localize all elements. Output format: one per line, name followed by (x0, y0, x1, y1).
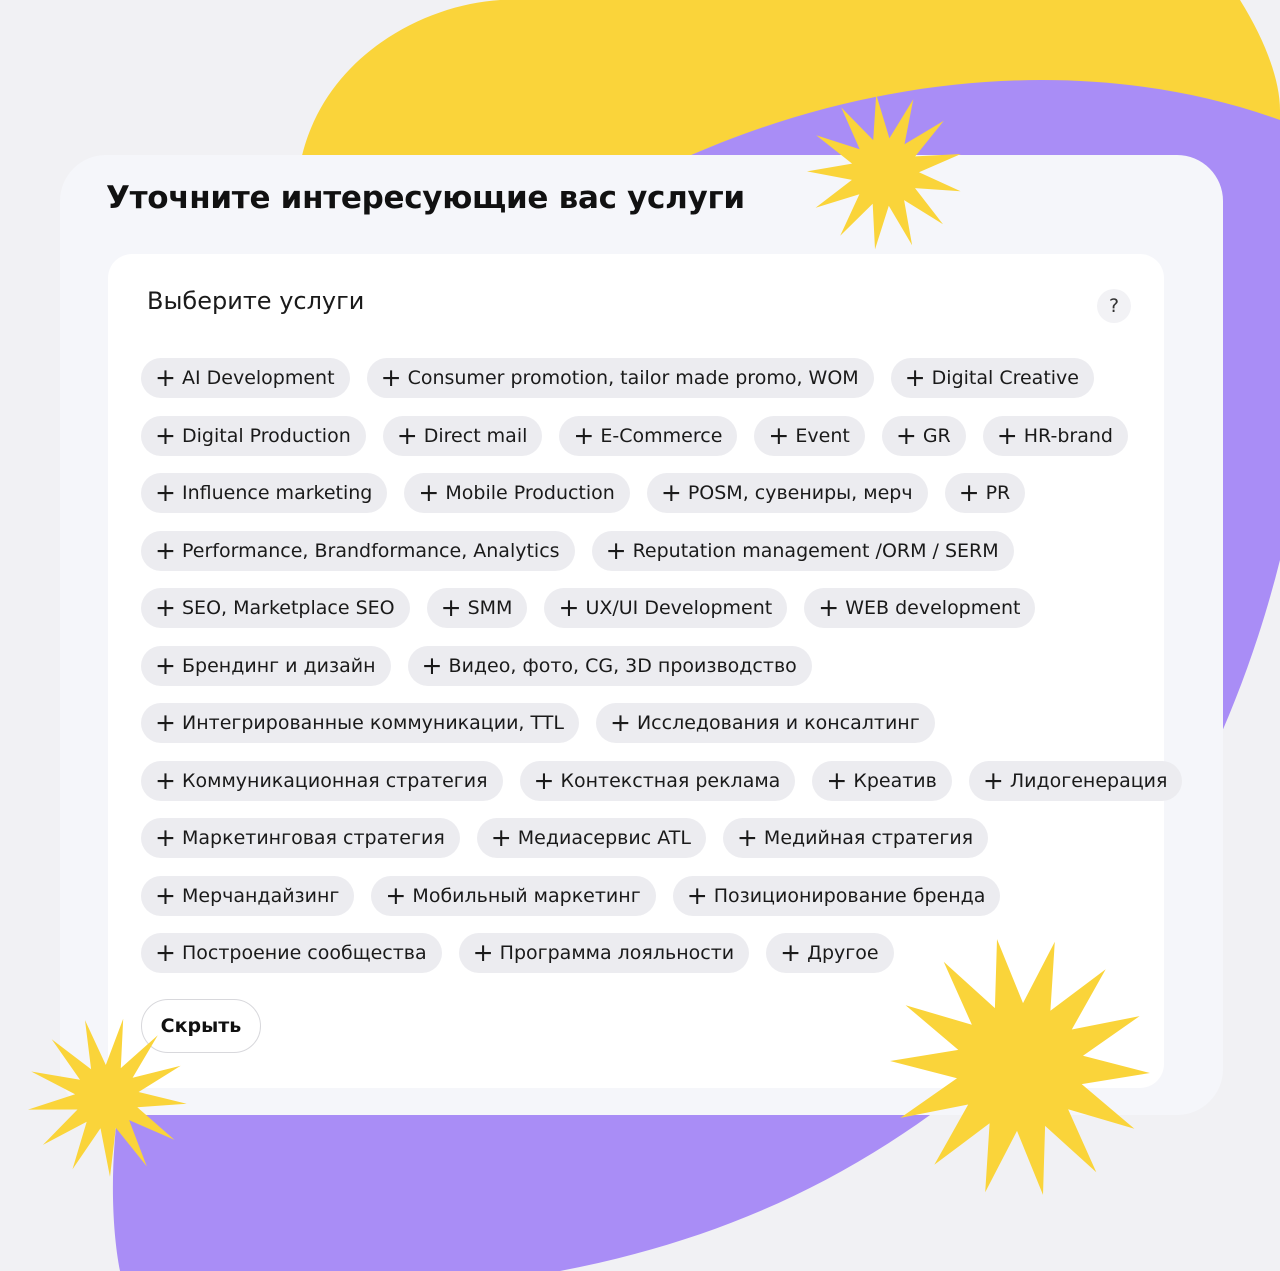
service-chip-label: Креатив (853, 769, 937, 792)
plus-icon: + (780, 938, 802, 967)
plus-icon: + (686, 880, 708, 910)
service-chip[interactable] (945, 473, 1026, 513)
chip-row (141, 703, 1141, 743)
service-chip-label: Consumer promotion, tailor made promo, WOM (407, 367, 859, 389)
page-title: Уточните интересующие вас услуги (106, 180, 745, 216)
plus-icon: + (609, 708, 631, 737)
service-chip[interactable] (367, 358, 874, 398)
service-chip-label: Медиасервис ATL (517, 827, 691, 849)
service-chip[interactable] (592, 531, 1014, 571)
starburst-icon (20, 1015, 195, 1180)
starburst-shape (890, 939, 1150, 1195)
service-chip[interactable] (141, 876, 354, 916)
plus-icon: + (573, 420, 595, 450)
service-chip[interactable] (141, 473, 387, 513)
starburst-shape (807, 95, 961, 250)
plus-icon: + (660, 478, 682, 507)
plus-icon: + (155, 363, 176, 392)
service-chip-label: Performance, Brandformance, Analytics (182, 539, 560, 562)
chip-row (141, 416, 1141, 456)
plus-icon: + (396, 420, 418, 450)
service-chip-label: WEB development (845, 597, 1021, 619)
plus-icon: + (155, 880, 176, 910)
plus-icon: + (958, 478, 980, 507)
service-chip-label: Mobile Production (445, 482, 615, 504)
starburst-shape (28, 1019, 187, 1177)
service-chip[interactable] (804, 588, 1035, 628)
service-chip-label: AI Development (182, 367, 335, 389)
service-chip[interactable] (969, 761, 1183, 801)
starburst-icon (800, 92, 970, 252)
plus-icon: + (155, 708, 176, 737)
service-chip[interactable] (891, 358, 1094, 398)
service-chip[interactable] (983, 416, 1128, 456)
service-chip[interactable] (754, 416, 864, 456)
service-chip-label: Интегрированные коммуникации, TTL (182, 712, 564, 734)
chip-row (141, 473, 1141, 513)
service-chip[interactable] (673, 876, 1001, 916)
service-chip-label: Digital Creative (931, 367, 1079, 389)
service-chip-label: Influence marketing (182, 482, 373, 504)
service-chip[interactable] (544, 588, 787, 628)
service-chip-label: Другое (807, 942, 879, 964)
service-chip-label: Event (795, 424, 850, 447)
service-chip[interactable] (141, 703, 579, 743)
starburst-icon (880, 935, 1160, 1200)
plus-icon: + (736, 823, 758, 852)
service-chip[interactable] (141, 358, 350, 398)
chip-row (141, 876, 1141, 916)
service-chip-label: Мерчандайзинг (182, 884, 340, 907)
service-chip[interactable] (141, 646, 391, 686)
plus-icon: + (440, 593, 462, 622)
plus-icon: + (895, 420, 917, 450)
plus-icon: + (490, 823, 512, 852)
chip-row (141, 531, 1141, 571)
service-chip-label: Исследования и консалтинг (636, 712, 920, 734)
service-chip[interactable] (141, 416, 366, 456)
service-chip-label: Direct mail (423, 424, 528, 447)
plus-icon: + (155, 650, 176, 680)
plus-icon: + (533, 765, 555, 795)
service-chip-label: Мобильный маркетинг (412, 884, 641, 907)
plus-icon: + (155, 765, 176, 795)
service-chip-label: POSM, сувениры, мерч (687, 482, 913, 504)
service-chip-label: Медийная стратегия (763, 827, 974, 849)
service-chip[interactable] (477, 818, 706, 858)
service-chip-label: Видео, фото, CG, 3D производство (448, 654, 797, 677)
plus-icon: + (982, 765, 1004, 795)
service-chip[interactable] (459, 933, 749, 973)
plus-icon: + (558, 593, 580, 622)
service-chip-label: Лидогенерация (1009, 769, 1168, 792)
service-chip-label: Маркетинговая стратегия (182, 827, 445, 849)
service-chip-label: Контекстная реклама (560, 769, 781, 792)
plus-icon: + (818, 593, 840, 622)
plus-icon: + (155, 478, 176, 507)
service-chip[interactable] (141, 531, 575, 571)
service-chip-label: Digital Production (182, 424, 351, 447)
plus-icon: + (996, 420, 1018, 450)
service-chip[interactable] (141, 588, 410, 628)
service-chip-label: GR (922, 424, 951, 447)
help-button[interactable]: ? (1097, 289, 1131, 323)
service-chip-list (141, 358, 1168, 991)
plus-icon: + (904, 363, 926, 392)
service-chip[interactable] (141, 818, 460, 858)
chip-row (141, 358, 1141, 398)
plus-icon: + (155, 593, 176, 622)
service-chip[interactable] (882, 416, 966, 456)
plus-icon: + (768, 420, 790, 450)
service-chip[interactable] (427, 588, 528, 628)
service-chip[interactable] (766, 933, 893, 973)
service-chip[interactable] (383, 416, 543, 456)
service-chip-label: SMM (467, 597, 513, 619)
plus-icon: + (380, 363, 402, 392)
service-chip[interactable] (371, 876, 655, 916)
service-chip[interactable] (408, 646, 812, 686)
service-chip[interactable] (596, 703, 935, 743)
service-chip-label: Позиционирование бренда (713, 884, 986, 907)
chip-row (141, 646, 1141, 686)
plus-icon: + (155, 938, 176, 967)
service-chip-label: HR-brand (1023, 424, 1113, 447)
plus-icon: + (385, 880, 407, 910)
chip-row (141, 761, 1168, 801)
plus-icon: + (605, 535, 627, 565)
plus-icon: + (826, 765, 848, 795)
service-chip-label: Брендинг и дизайн (182, 654, 376, 677)
service-chip-label: Программа лояльности (499, 942, 735, 964)
service-chip[interactable] (812, 761, 952, 801)
plus-icon: + (155, 420, 176, 450)
service-chip[interactable] (404, 473, 629, 513)
panel-label: Выберите услуги (147, 287, 365, 315)
hide-button[interactable]: Скрыть (141, 999, 261, 1053)
service-chip[interactable] (141, 933, 442, 973)
plus-icon: + (418, 478, 440, 507)
service-chip[interactable] (141, 761, 503, 801)
chip-row (141, 588, 1141, 628)
service-chip-label: UX/UI Development (585, 597, 773, 619)
plus-icon: + (155, 535, 176, 565)
service-chip-label: PR (985, 482, 1011, 504)
service-chip-label: SEO, Marketplace SEO (182, 597, 395, 619)
service-chip-label: Коммуникационная стратегия (182, 769, 488, 792)
chip-row (141, 818, 1141, 858)
service-chip-label: Построение сообщества (182, 942, 427, 964)
service-chip-label: E-Commerce (600, 424, 723, 447)
plus-icon: + (472, 938, 494, 967)
plus-icon: + (421, 650, 443, 680)
service-chip[interactable] (520, 761, 796, 801)
service-chip-label: Reputation management /ORM / SERM (632, 539, 999, 562)
plus-icon: + (155, 823, 176, 852)
service-chip[interactable] (559, 416, 737, 456)
service-chip[interactable] (647, 473, 928, 513)
service-chip[interactable] (723, 818, 988, 858)
